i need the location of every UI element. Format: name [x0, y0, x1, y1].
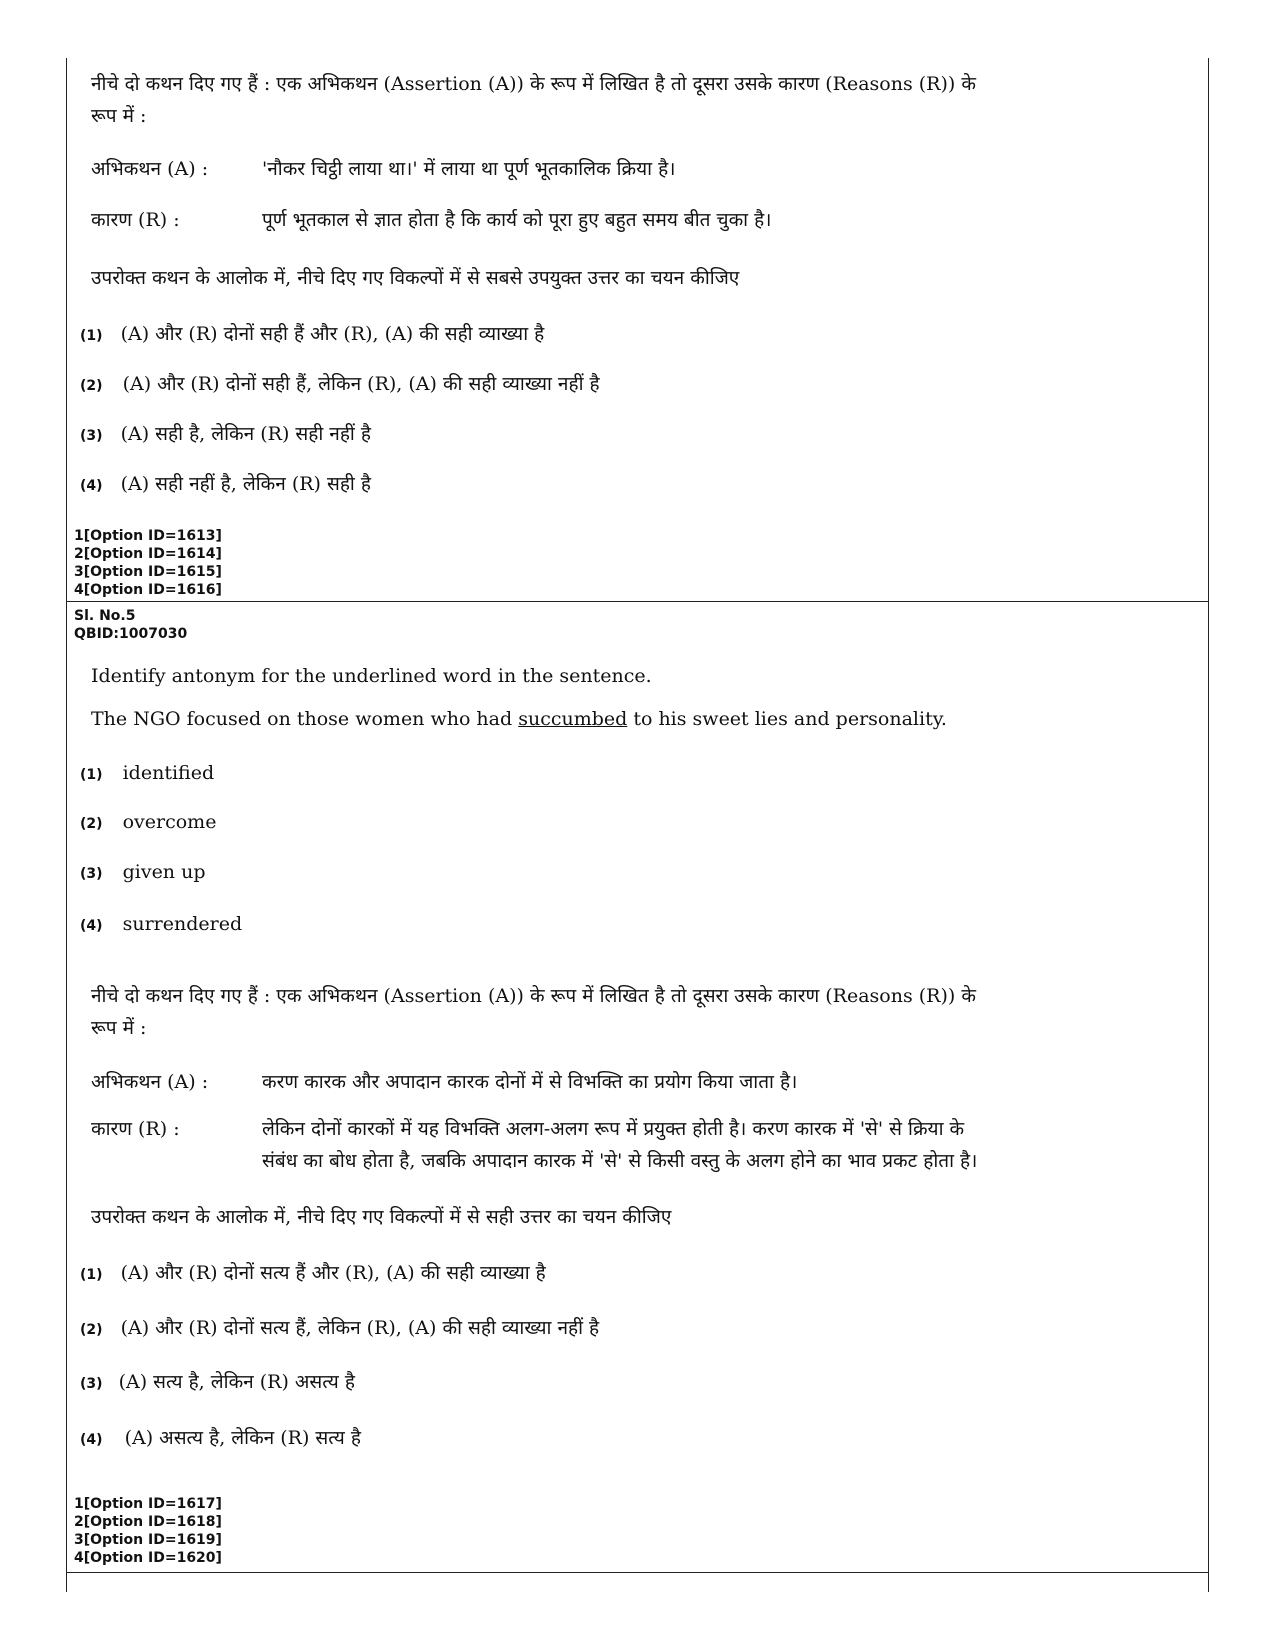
q5-option-id-4: 4[Option ID=1620] — [74, 1550, 222, 1566]
option-text: (A) और (R) दोनों सही हैं और (R), (A) की सही व्याख्या है — [120, 323, 545, 345]
q5-hindi-option-4[interactable] — [80, 1422, 361, 1456]
option-text: (A) सत्य है, लेकिन (R) असत्य है — [118, 1371, 355, 1393]
q5-option-id-3: 3[Option ID=1619] — [74, 1532, 222, 1548]
option-number: (1) — [80, 1267, 103, 1283]
option-text: (A) और (R) दोनों सत्य हैं और (R), (A) की सही व्याख्या है — [120, 1262, 546, 1284]
q4-option-id-2: 2[Option ID=1614] — [74, 546, 222, 562]
option-text: identified — [122, 762, 215, 784]
q4-reason-text: पूर्ण भूतकाल से ज्ञात होता है कि कार्य को पूरा हुए बहुत समय बीत चुका है। — [262, 209, 772, 231]
option-number: (3) — [80, 428, 103, 444]
q4-option-2[interactable] — [80, 368, 600, 402]
option-number: (3) — [80, 866, 103, 882]
option-number: (1) — [80, 328, 103, 344]
option-text: overcome — [122, 811, 217, 833]
q5-hindi-assertion-text: करण कारक और अपादान कारक दोनों में से विभक्ति का प्रयोग किया जाता है। — [262, 1071, 798, 1093]
option-text: surrendered — [122, 913, 243, 935]
q5-hindi-option-1[interactable] — [80, 1257, 546, 1291]
q4-intro-line1: नीचे दो कथन दिए गए हैं : एक अभिकथन (Assertion (A)) के रूप में लिखित है तो दूसरा उसके कारण (Reasons (R)) के — [91, 73, 976, 95]
option-text: given up — [122, 861, 206, 883]
q5-sentence — [91, 703, 947, 735]
sentence-after: to his sweet lies and personality. — [627, 708, 947, 730]
option-text: (A) सही है, लेकिन (R) सही नहीं है — [120, 423, 371, 445]
q5-option-4[interactable] — [80, 908, 242, 942]
q5-qbid: QBID:1007030 — [74, 626, 188, 642]
q4-option-id-4: 4[Option ID=1616] — [74, 582, 222, 598]
page-frame-left — [66, 58, 67, 1592]
q5-hindi-intro-line2: रूप में : — [91, 1017, 147, 1039]
q4-option-4[interactable] — [80, 468, 371, 502]
q5-option-id-2: 2[Option ID=1618] — [74, 1514, 222, 1530]
q5-option-1[interactable] — [80, 757, 214, 791]
option-text: (A) असत्य है, लेकिन (R) सत्य है — [124, 1427, 361, 1449]
q5-option-3[interactable] — [80, 856, 206, 890]
option-text: (A) और (R) दोनों सत्य हैं, लेकिन (R), (A) की सही व्याख्या नहीं है — [120, 1317, 600, 1339]
page-frame-right — [1208, 58, 1209, 1592]
question-divider — [66, 601, 1209, 602]
q4-option-3[interactable] — [80, 418, 371, 452]
q5-hindi-reason-label: कारण (R) : — [91, 1118, 180, 1140]
option-text: (A) सही नहीं है, लेकिन (R) सही है — [120, 473, 371, 495]
q5-prompt: Identify antonym for the underlined word in the sentence. — [91, 665, 652, 687]
q5-option-2[interactable] — [80, 806, 216, 840]
question-divider-bottom — [66, 1572, 1209, 1573]
q4-assertion-text: 'नौकर चिट्ठी लाया था।' में लाया था पूर्ण भूतकालिक क्रिया है। — [262, 158, 676, 180]
option-number: (2) — [80, 816, 103, 832]
q4-reason-label: कारण (R) : — [91, 209, 180, 231]
q4-assertion-label: अभिकथन (A) : — [91, 158, 209, 180]
q5-option-id-1: 1[Option ID=1617] — [74, 1496, 222, 1512]
q4-option-id-1: 1[Option ID=1613] — [74, 528, 222, 544]
option-number: (3) — [80, 1376, 103, 1392]
q4-option-1[interactable] — [80, 318, 544, 352]
q4-option-id-3: 3[Option ID=1615] — [74, 564, 222, 580]
q4-intro-line2: रूप में : — [91, 105, 147, 127]
q5-hindi-reason-line2: संबंध का बोध होता है, जबकि अपादान कारक में 'से' से किसी वस्तु के अलग होने का भाव प्रकट होता है। — [262, 1150, 978, 1172]
option-number: (4) — [80, 478, 103, 494]
option-number: (2) — [80, 1322, 103, 1338]
option-number: (2) — [80, 378, 103, 394]
option-number: (1) — [80, 767, 103, 783]
q5-serial-number: Sl. No.5 — [74, 608, 136, 624]
q5-hindi-intro-line1: नीचे दो कथन दिए गए हैं : एक अभिकथन (Assertion (A)) के रूप में लिखित है तो दूसरा उसके कारण (Reasons (R)) के — [91, 985, 976, 1007]
option-number: (4) — [80, 918, 103, 934]
q5-hindi-option-3[interactable] — [80, 1366, 355, 1400]
q4-instruction: उपरोक्त कथन के आलोक में, नीचे दिए गए विकल्पों में से सबसे उपयुक्त उत्तर का चयन कीजिए — [91, 267, 740, 289]
q5-hindi-instruction: उपरोक्त कथन के आलोक में, नीचे दिए गए विकल्पों में से सही उत्तर का चयन कीजिए — [91, 1206, 672, 1228]
q5-hindi-reason-line1: लेकिन दोनों कारकों में यह विभक्ति अलग-अलग रूप में प्रयुक्त होती है। करण कारक में 'से' से क्रिया के — [262, 1118, 965, 1140]
underlined-word: succumbed — [518, 708, 628, 730]
q5-hindi-option-2[interactable] — [80, 1312, 599, 1346]
q5-hindi-assertion-label: अभिकथन (A) : — [91, 1071, 209, 1093]
option-text: (A) और (R) दोनों सही हैं, लेकिन (R), (A) की सही व्याख्या नहीं है — [122, 373, 600, 395]
sentence-before: The NGO focused on those women who had — [91, 708, 519, 730]
option-number: (4) — [80, 1432, 103, 1448]
